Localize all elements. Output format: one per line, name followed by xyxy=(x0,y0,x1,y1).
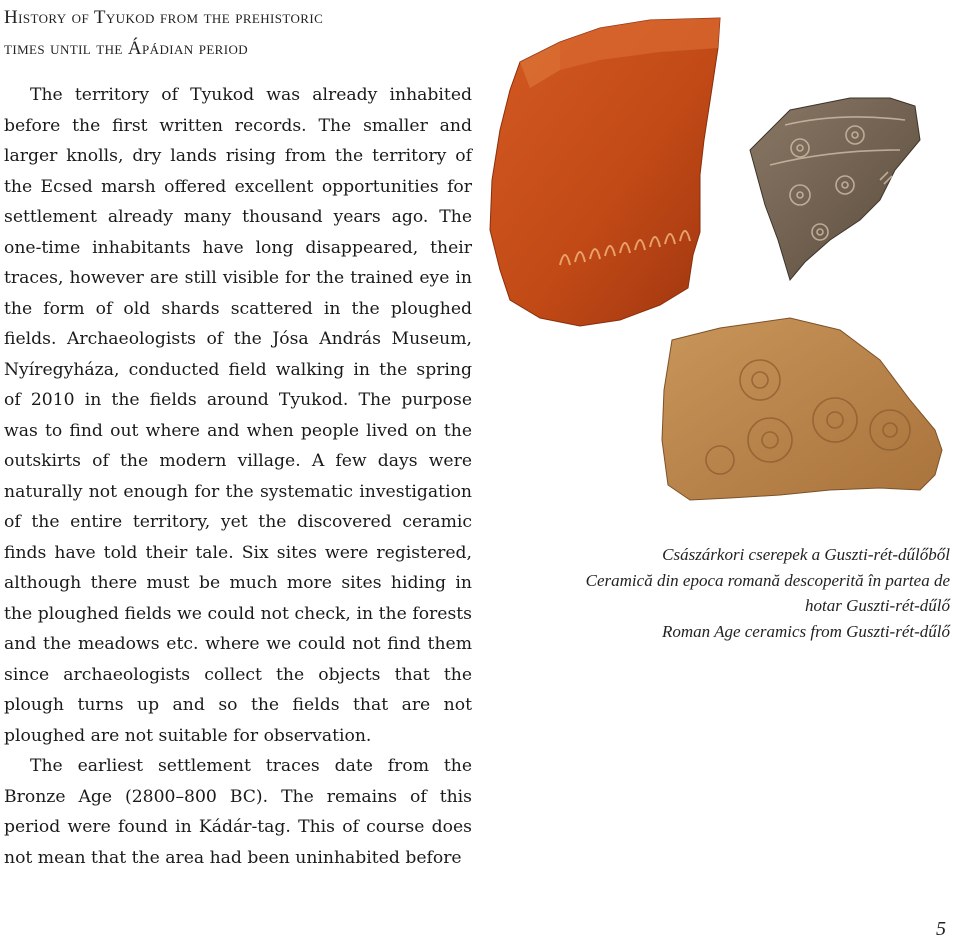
paragraph-1: The territory of Tyukod was already inhabited before the first written records. The smaller and larger knolls, dry lands rising from the territory of the Ecsed marsh offered excellent opportunities for settlement already many thousand years ago. The one-time inhabitants have long disappeared, their traces, however are still visible for the trained eye in the form of old shards scattered in the ploughed fields. Archaeologists of the Jósa András Museum, Nyíregyháza, conducted field walking in the spring of 2010 in the fields around Tyukod. The purpose was to find out where and when people lived on the outskirts of the modern village. A few days were naturally not enough for the systematic investigation of the entire territory, yet the discovered ceramic finds have told their tale. Six sites were registered, although there must be much more sites hiding in the ploughed fields we could not check, in the forests and the meadows etc. where we could not find them since archaeologists collect the objects that the plough turns up and so the fields that are not ploughed are not suitable for observation. xyxy=(4,85,472,746)
red-sherd xyxy=(490,18,720,326)
paragraph-2: The earliest settlement traces date from the Bronze Age (2800–800 BC). The remains of this period were found in Kádár-tag. This of course does not mean that the area had been uninhabited before xyxy=(4,756,472,868)
caption-romanian: Ceramică din epoca romană descoperită în partea de hotar Guszti-rét-dűlő xyxy=(585,570,950,615)
page-number: 5 xyxy=(936,918,946,940)
buff-stamped-sherd xyxy=(662,318,942,500)
figure-caption xyxy=(560,542,950,644)
heading-line-1: History of Tyukod from the prehistoric xyxy=(4,7,324,28)
grey-stamped-sherd xyxy=(750,98,920,280)
caption-hungarian: Császárkori cserepek a Guszti-rét-dűlőből xyxy=(662,545,950,564)
heading-line-2: times until the Ápádian period xyxy=(4,38,249,59)
caption-english: Roman Age ceramics from Guszti-rét-dűlő xyxy=(661,621,950,641)
